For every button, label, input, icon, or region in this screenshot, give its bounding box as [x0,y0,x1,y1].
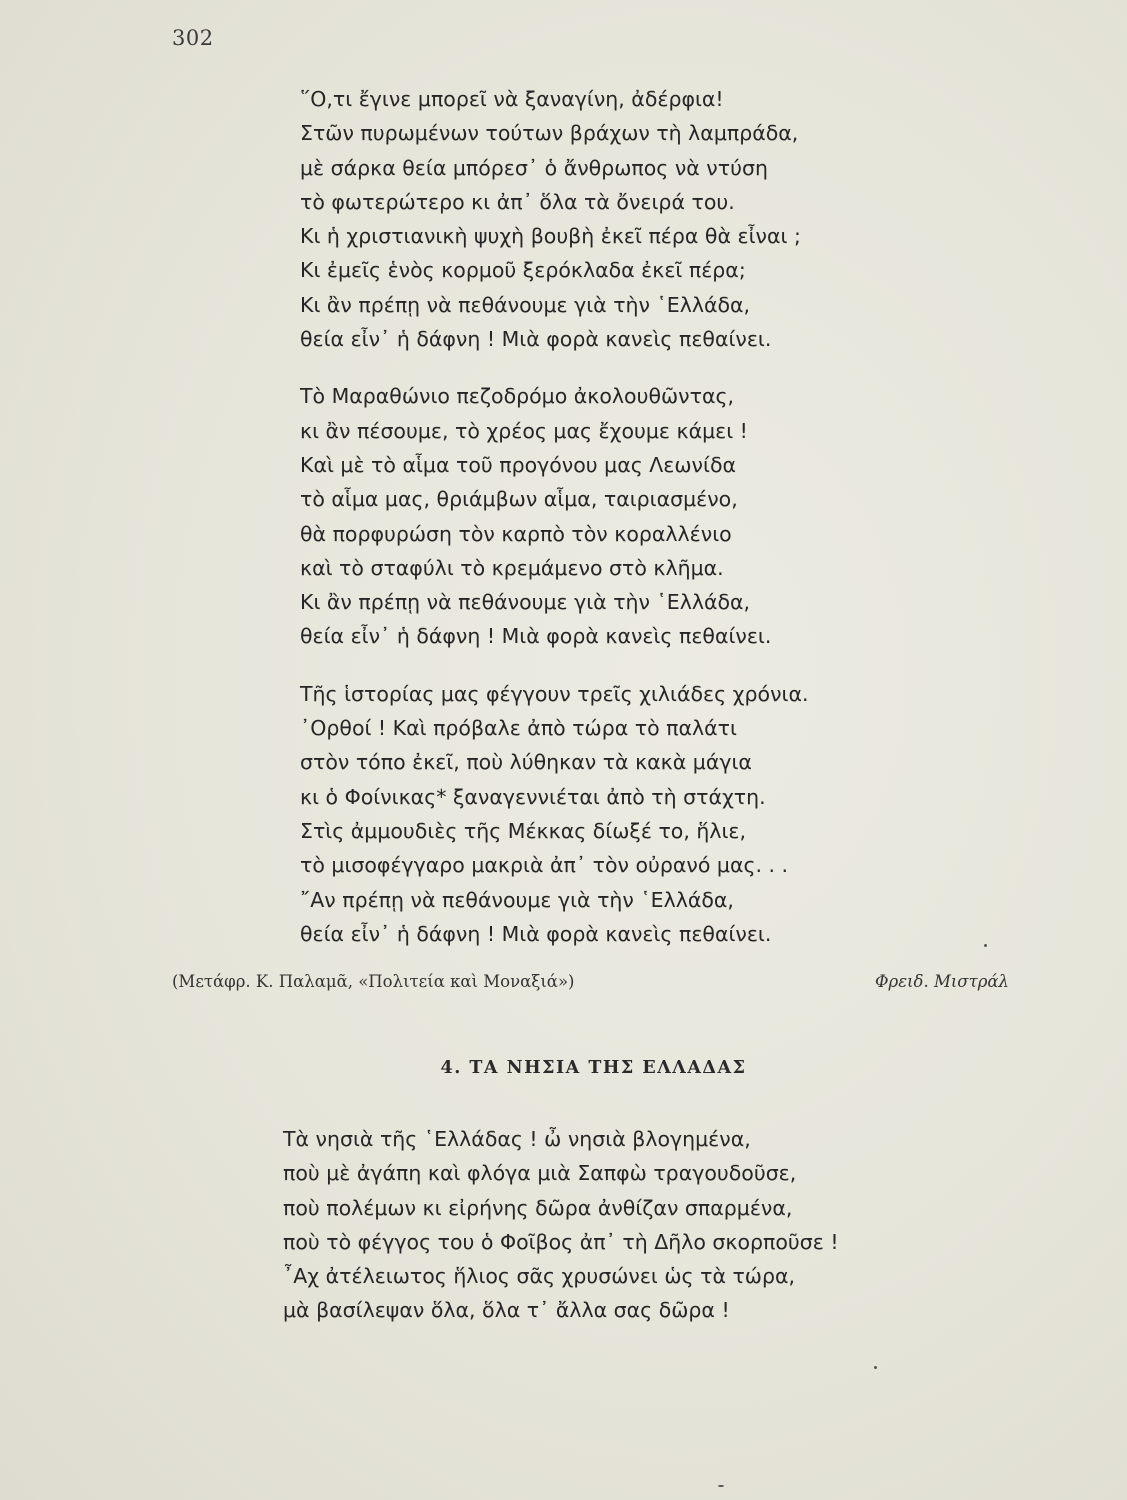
poem-line: ῏Αχ ἀτέλειωτος ἥλιος σᾶς χρυσώνει ὡς τὰ τώρα, [283,1264,796,1289]
poem-line: μὰ βασίλεψαν ὅλα, ὅλα τ᾽ ἄλλα σας δῶρα ! [283,1298,730,1323]
poem-line: ῞Ο,τι ἔγινε μπορεῖ νὰ ξαναγίνη, ἀδέρφια! [300,87,724,111]
section-heading [0,1058,1127,1078]
stanza-1 [300,82,809,356]
poem-line: Στῶν πυρωμένων τούτων βράχων τὴ λαμπράδα, [300,121,799,146]
stanza-2 [300,379,809,653]
poem-line: ῎Αν πρέπῃ νὰ πεθάνουμε γιὰ τὴν ῾Ελλάδα, [300,887,734,912]
poem-line: τὸ μισοφέγγαρο μακριὰ ἀπ᾽ τὸν οὐρανό μας. . . [300,853,789,878]
poem-line: θὰ πορφυρώση τὸν καρπὸ τὸν κοραλλένιο [300,521,732,546]
poem-line: Τὸ Μαραθώνιο πεζοδρόμο ἀκολουθῶντας, [300,384,735,409]
stanza-3 [300,677,809,951]
paper-speck [718,1485,724,1487]
poem-line: τὸ φωτερώτερο κι ἀπ᾽ ὅλα τὰ ὄνειρά του. [300,189,735,214]
poem-credits [172,972,1009,991]
poem-line: ᾽Ορθοί ! Καὶ πρόβαλε ἀπὸ τώρα τὸ παλάτι [300,716,737,741]
author-credit: Φρειδ. Μιστράλ [874,972,1009,991]
poem-line: ποὺ τὸ φέγγος του ὁ Φοῖβος ἀπ᾽ τὴ Δῆλο σκορποῦσε ! [283,1229,839,1254]
poem-line: κι ὁ Φοίνικας* ξαναγεννιέται ἀπὸ τὴ στάχτη. [300,784,766,809]
poem-line: καὶ τὸ σταφύλι τὸ κρεμάμενο στὸ κλῆμα. [300,555,724,580]
poem-line: θεία εἶν᾽ ἡ δάφνη ! Μιὰ φορὰ κανεὶς πεθαίνει. [300,624,772,649]
poem-line: κι ἂν πέσουμε, τὸ χρέος μας ἔχουμε κάμει ! [300,418,748,443]
poem-line: μὲ σάρκα θεία μπόρεσ᾽ ὁ ἄνθρωπος νὰ ντύση [300,155,768,180]
poem-line: Στὶς ἀμμουδιὲς τῆς Μέκκας δίωξέ το, ἥλιε, [300,818,747,843]
section-heading-text: 4. ΤΑ ΝΗΣΙΑ ΤΗΣ ΕΛΛΑΔΑΣ [440,1058,747,1078]
poem-line: Τῆς ἱστορίας μας φέγγουν τρεῖς χιλιάδες χρόνια. [300,681,809,706]
paper-speck [874,1366,877,1369]
page-number: 302 [172,26,214,50]
poem-line: Κι ἂν πρέπῃ νὰ πεθάνουμε γιὰ τὴν ῾Ελλάδα, [300,590,751,615]
poem-line: ποὺ πολέμων κι εἰρήνης δῶρα ἀνθίζαν σπαρμένα, [283,1195,793,1220]
poem-line: Κι ἐμεῖς ἑνὸς κορμοῦ ξερόκλαδα ἐκεῖ πέρα; [300,258,746,283]
poem-line: θεία εἶν᾽ ἡ δάφνη ! Μιὰ φορὰ κανεὶς πεθαίνει. [300,327,772,352]
poem-line: στὸν τόπο ἐκεῖ, ποὺ λύθηκαν τὰ κακὰ μάγια [300,750,752,775]
poem-line: τὸ αἷμα μας, θριάμβων αἷμα, ταιριασμένο, [300,487,738,512]
section-poem [283,1122,839,1328]
paper-speck [984,944,987,947]
translation-credit: (Μετάφρ. Κ. Παλαμᾶ, «Πολιτεία καὶ Μοναξιά») [172,972,575,991]
poem-line: Καὶ μὲ τὸ αἷμα τοῦ προγόνου μας Λεωνίδα [300,452,736,477]
poem-line: θεία εἶν᾽ ἡ δάφνη ! Μιὰ φορὰ κανεὶς πεθαίνει. [300,921,772,946]
poem [300,82,809,974]
poem-line: Τὰ νησιὰ τῆς ῾Ελλάδας ! ὦ νησιὰ βλογημένα, [283,1127,751,1151]
poem-line: Κι ἡ χριστιανικὴ ψυχὴ βουβὴ ἐκεῖ πέρα θὰ εἶναι ; [300,224,801,249]
poem-line: Κι ἂν πρέπῃ νὰ πεθάνουμε γιὰ τὴν ῾Ελλάδα, [300,292,751,317]
poem-line: ποὺ μὲ ἀγάπη καὶ φλόγα μιὰ Σαπφὼ τραγουδοῦσε, [283,1161,797,1186]
